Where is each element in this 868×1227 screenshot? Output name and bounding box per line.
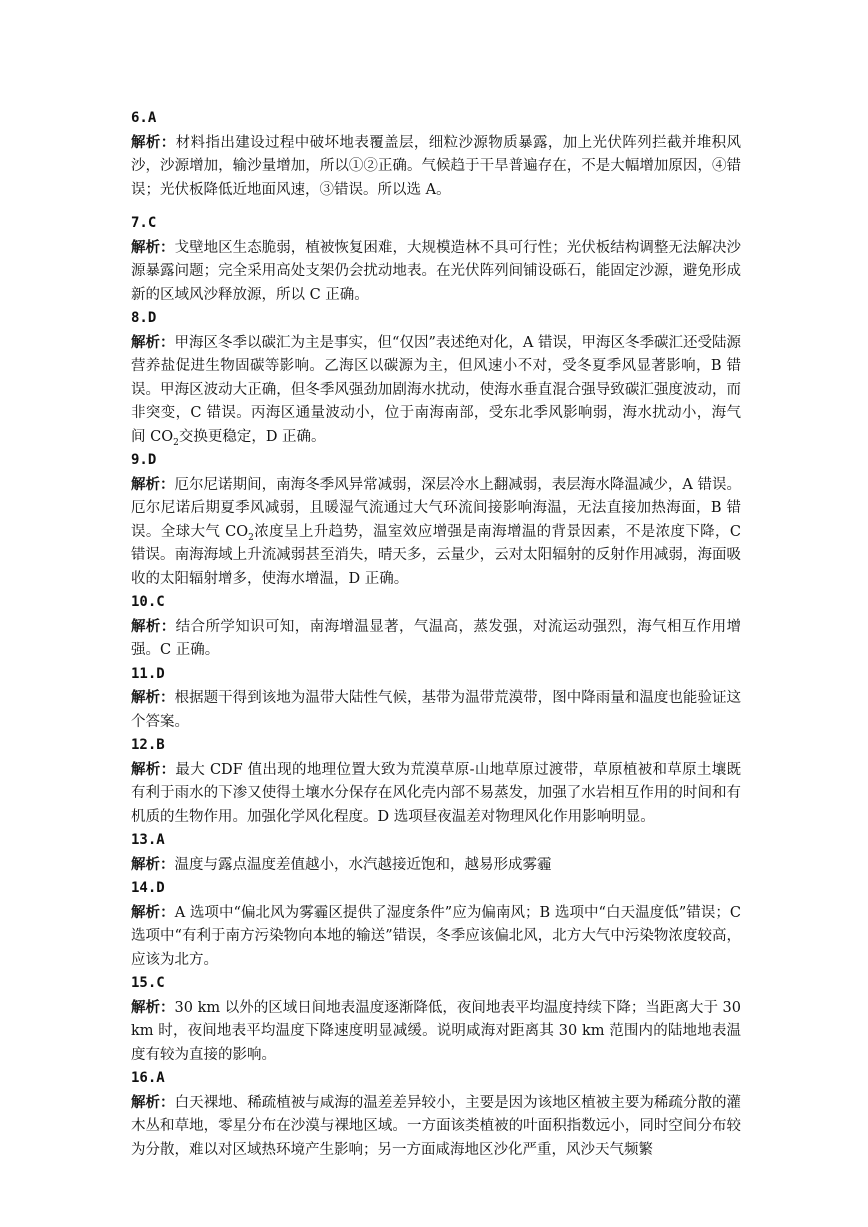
answer-item-8	[131, 307, 741, 449]
question-number: 15.C	[131, 975, 165, 991]
question-number: 9.D	[131, 452, 157, 468]
question-number: 13.A	[131, 832, 165, 848]
answer-item-16	[131, 1067, 741, 1162]
analysis-paragraph	[131, 331, 741, 450]
analysis-label: 解析：	[131, 855, 175, 873]
question-number: 14.D	[131, 880, 165, 896]
analysis-label: 解析：	[131, 1093, 175, 1111]
question-number: 16.A	[131, 1070, 165, 1086]
analysis-paragraph	[131, 686, 741, 734]
answer-item-10	[131, 591, 741, 663]
analysis-text: 白天裸地、稀疏植被与咸海的温差差异较小，主要是因为该地区植被主要为稀疏分散的灌木丛和草地，零星分布在沙漠与裸地区域。一方面该类植被的叶面积指数远小，同时空间分布较为分散，难以对区域热环境产生影响；另一方面咸海地区沙化严重，风沙天气频繁	[131, 1094, 742, 1158]
analysis-label: 解析：	[131, 760, 176, 778]
analysis-paragraph	[131, 758, 741, 830]
answer-item-14	[131, 877, 741, 972]
question-number: 12.B	[131, 737, 165, 753]
analysis-text: 厄尔尼诺期间，南海冬季风异常减弱，深层冷水上翻减弱，表层海水降温减少，A 错误。厄尔尼诺后期夏季风减弱，且暖湿气流通过大气环流间接影响海温，无法直接加热海面，B 错误。全球大气 CO	[131, 476, 741, 540]
analysis-text: 材料指出建设过程中破坏地表覆盖层，细粒沙源物质暴露，加上光伏阵列拦截并堆积风沙，沙源增加，输沙量增加，所以①②正确。气候趋于干旱普遍存在，不是大幅增加原因，④错误；光伏板降低近地面风速，③错误。所以选 A。	[131, 134, 742, 198]
answer-item-13	[131, 829, 741, 877]
analysis-paragraph	[131, 853, 741, 878]
analysis-label: 解析：	[131, 617, 176, 635]
answer-item-6	[131, 107, 741, 202]
answer-item-9	[131, 449, 741, 591]
analysis-paragraph	[131, 996, 741, 1068]
subscript: 2	[248, 532, 254, 543]
analysis-text: 30 km 以外的区域日间地表温度逐渐降低，夜间地表平均温度持续下降；当距离大于 30 km 时，夜间地表平均温度下降速度明显减缓。说明咸海对距离其 30 km 范围内的陆地地表温度有较为直接的影响。	[131, 999, 742, 1063]
question-number: 8.D	[131, 310, 157, 326]
analysis-text: 甲海区冬季以碳汇为主是事实，但“仅因”表述绝对化，A 错误，甲海区冬季碳汇还受陆源营养盐促进生物固碳等影响。乙海区以碳源为主，但风速小不对，受冬夏季风显著影响，B 错误。甲海区波动大正确，但冬季风强劲加剧海水扰动，使海水垂直混合强导致碳汇强度波动，而非突变，C 错误。丙海区通量波动小，位于南海南部，受东北季风影响弱，海水扰动小，海气间 CO	[131, 334, 742, 445]
analysis-label: 解析：	[131, 689, 175, 706]
analysis-paragraph	[131, 615, 741, 663]
analysis-label: 解析：	[131, 475, 175, 493]
question-number: 7.C	[131, 215, 157, 231]
analysis-text: 温度与露点温度差值越小，水汽越接近饱和，越易形成雾霾	[174, 856, 552, 873]
analysis-paragraph	[131, 901, 741, 973]
analysis-paragraph	[131, 1091, 741, 1163]
analysis-text: 根据题干得到该地为温带大陆性气候，基带为温带荒漠带，图中降雨量和温度也能验证这个答案。	[131, 690, 742, 730]
analysis-text: A 选项中“偏北风为雾霾区提供了湿度条件”应为偏南风；B 选项中“白天温度低”错误；C 选项中“有利于南方污染物向本地的输送”错误，冬季应该偏北风，北方大气中污染物浓度较高，应该为北方。	[131, 904, 742, 968]
answer-item-11	[131, 663, 741, 735]
analysis-text-cont: 交换更稳定，D 正确。	[178, 428, 326, 445]
analysis-label: 解析：	[131, 903, 175, 921]
analysis-text: 结合所学知识可知，南海增温显著，气温高，蒸发强，对流运动强烈，海气相互作用增强。C 正确。	[131, 618, 742, 658]
analysis-text-cont: 浓度呈上升趋势，温室效应增强是南海增温的背景因素，不是浓度下降，C 错误。南海海域上升流减弱甚至消失，晴天多，云量少，云对太阳辐射的反射作用减弱，海面吸收的太阳辐射增多，使海水增温，D 正确。	[131, 523, 742, 587]
answer-item-7	[131, 212, 741, 307]
analysis-paragraph	[131, 236, 741, 308]
analysis-paragraph	[131, 473, 741, 592]
analysis-text: 最大 CDF 值出现的地理位置大致为荒漠草原-山地草原过渡带，草原植被和草原土壤既有利于雨水的下渗又使得土壤水分保存在风化壳内部不易蒸发，加强了水岩相互作用的时间和有机质的生物作用。加强化学风化程度。D 选项昼夜温差对物理风化作用影响明显。	[131, 761, 742, 825]
answer-item-15	[131, 972, 741, 1067]
analysis-label: 解析：	[131, 238, 175, 256]
subscript: 2	[173, 437, 179, 448]
answer-list	[131, 107, 741, 1162]
answer-item-12	[131, 734, 741, 829]
analysis-paragraph	[131, 131, 741, 203]
question-number: 10.C	[131, 594, 165, 610]
question-number: 11.D	[131, 665, 165, 682]
analysis-label: 解析：	[131, 333, 175, 351]
analysis-label: 解析：	[131, 998, 175, 1016]
analysis-label: 解析：	[131, 133, 176, 151]
analysis-text: 戈壁地区生态脆弱，植被恢复困难，大规模造林不具可行性；光伏板结构调整无法解决沙源暴露问题；完全采用高处支架仍会扰动地表。在光伏阵列间铺设砾石，能固定沙源，避免形成新的区域风沙释放源，所以 C 正确。	[131, 239, 742, 303]
question-number: 6.A	[131, 110, 157, 126]
